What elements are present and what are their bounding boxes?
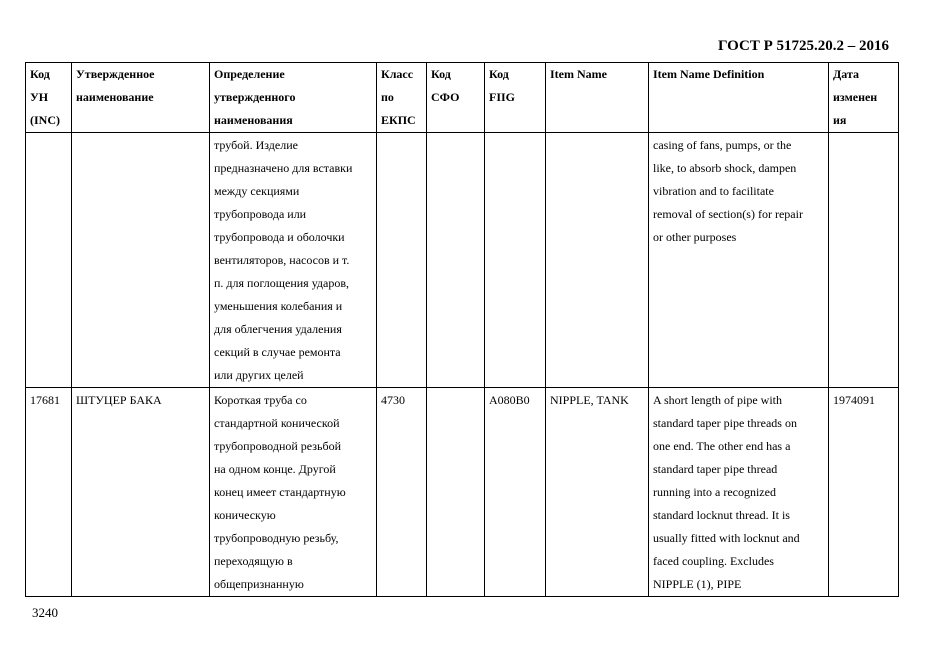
page-number: 3240: [32, 605, 58, 620]
cell-class: [377, 133, 427, 388]
text-line: casing of fans, pumps, or the: [653, 138, 792, 152]
cell-definition: [210, 388, 377, 597]
header-line: Утвержденное: [76, 67, 155, 81]
header-line: утвержденного: [214, 90, 296, 104]
nomenclature-table: [25, 62, 899, 597]
header-line: Код: [489, 67, 509, 81]
header-item-name-definition: [649, 63, 829, 133]
text-line: стандартной конической: [214, 416, 340, 430]
text-line: между секциями: [214, 184, 300, 198]
text-line: коническую: [214, 508, 276, 522]
header-line: FIIG: [489, 90, 516, 104]
header-line: (INC): [30, 113, 60, 127]
text-line: предназначено для вставки: [214, 161, 353, 175]
text-line: вентиляторов, насосов и т.: [214, 253, 350, 267]
cell-approved-name: ШТУЦЕР БАКА: [72, 388, 210, 597]
cell-item-definition: [649, 133, 829, 388]
text-line: NIPPLE (1), PIPE: [653, 577, 742, 591]
text-line: трубопровода и оболочки: [214, 230, 345, 244]
text-line: vibration and to facilitate: [653, 184, 774, 198]
text-line: общепризнанную: [214, 577, 304, 591]
header-line: СФО: [431, 90, 460, 104]
text-line: или других целей: [214, 368, 304, 382]
header-line: УН: [30, 90, 49, 104]
text-line: like, to absorb shock, dampen: [653, 161, 797, 175]
header-line: изменен: [833, 90, 878, 104]
cell-fiig: A080B0: [485, 388, 546, 597]
header-name-definition: [210, 63, 377, 133]
header-line: Item Name Definition: [653, 67, 765, 81]
cell-approved-name: [72, 133, 210, 388]
table-row: [26, 388, 899, 597]
cell-code: 17681: [26, 388, 72, 597]
header-class-ekps: [377, 63, 427, 133]
cell-item-name: [546, 133, 649, 388]
cell-fiig: [485, 133, 546, 388]
header-code-fiig: [485, 63, 546, 133]
text-line: usually fitted with locknut and: [653, 531, 800, 545]
standard-code-header: ГОСТ Р 51725.20.2 – 2016: [717, 38, 889, 54]
text-line: уменьшения колебания и: [214, 299, 343, 313]
text-line: or other purposes: [653, 230, 737, 244]
cell-item-name: NIPPLE, TANK: [546, 388, 649, 597]
text-line: standard locknut thread. It is: [653, 508, 790, 522]
header-line: ЕКПС: [381, 113, 416, 127]
header-change-date: [829, 63, 899, 133]
header-line: по: [381, 90, 394, 104]
table-row: [26, 133, 899, 388]
text-line: Короткая труба со: [214, 393, 307, 407]
text-line: removal of section(s) for repair: [653, 207, 803, 221]
text-line: A short length of pipe with: [653, 393, 782, 407]
text-line: трубой. Изделие: [214, 138, 298, 152]
cell-item-definition: [649, 388, 829, 597]
cell-date: 1974091: [829, 388, 899, 597]
text-line: faced coupling. Excludes: [653, 554, 774, 568]
header-line: наименование: [76, 90, 154, 104]
text-line: трубопровода или: [214, 207, 307, 221]
text-line: one end. The other end has a: [653, 439, 791, 453]
header-line: Дата: [833, 67, 859, 81]
text-line: на одном конце. Другой: [214, 462, 336, 476]
cell-date: [829, 133, 899, 388]
header-line: Код: [30, 67, 50, 81]
text-line: standard taper pipe threads on: [653, 416, 797, 430]
header-line: Класс: [381, 67, 414, 81]
text-line: секций в случае ремонта: [214, 345, 341, 359]
header-code-sfo: [427, 63, 485, 133]
header-line: Код: [431, 67, 451, 81]
header-approved-name: [72, 63, 210, 133]
text-line: running into a recognized: [653, 485, 776, 499]
cell-code: [26, 133, 72, 388]
cell-definition: [210, 133, 377, 388]
cell-sfo: [427, 133, 485, 388]
text-line: standard taper pipe thread: [653, 462, 778, 476]
text-line: трубопроводной резьбой: [214, 439, 342, 453]
header-item-name: [546, 63, 649, 133]
text-line: трубопроводную резьбу,: [214, 531, 339, 545]
header-code-inc: [26, 63, 72, 133]
text-line: п. для поглощения ударов,: [214, 276, 350, 290]
text-line: для облегчения удаления: [214, 322, 342, 336]
cell-class: 4730: [377, 388, 427, 597]
header-line: наименования: [214, 113, 293, 127]
header-line: Определение: [214, 67, 285, 81]
text-line: конец имеет стандартную: [214, 485, 346, 499]
cell-sfo: [427, 388, 485, 597]
text-line: переходящую в: [214, 554, 293, 568]
table-header-row: [26, 63, 899, 133]
header-line: ия: [833, 113, 847, 127]
header-line: Item Name: [550, 67, 607, 81]
